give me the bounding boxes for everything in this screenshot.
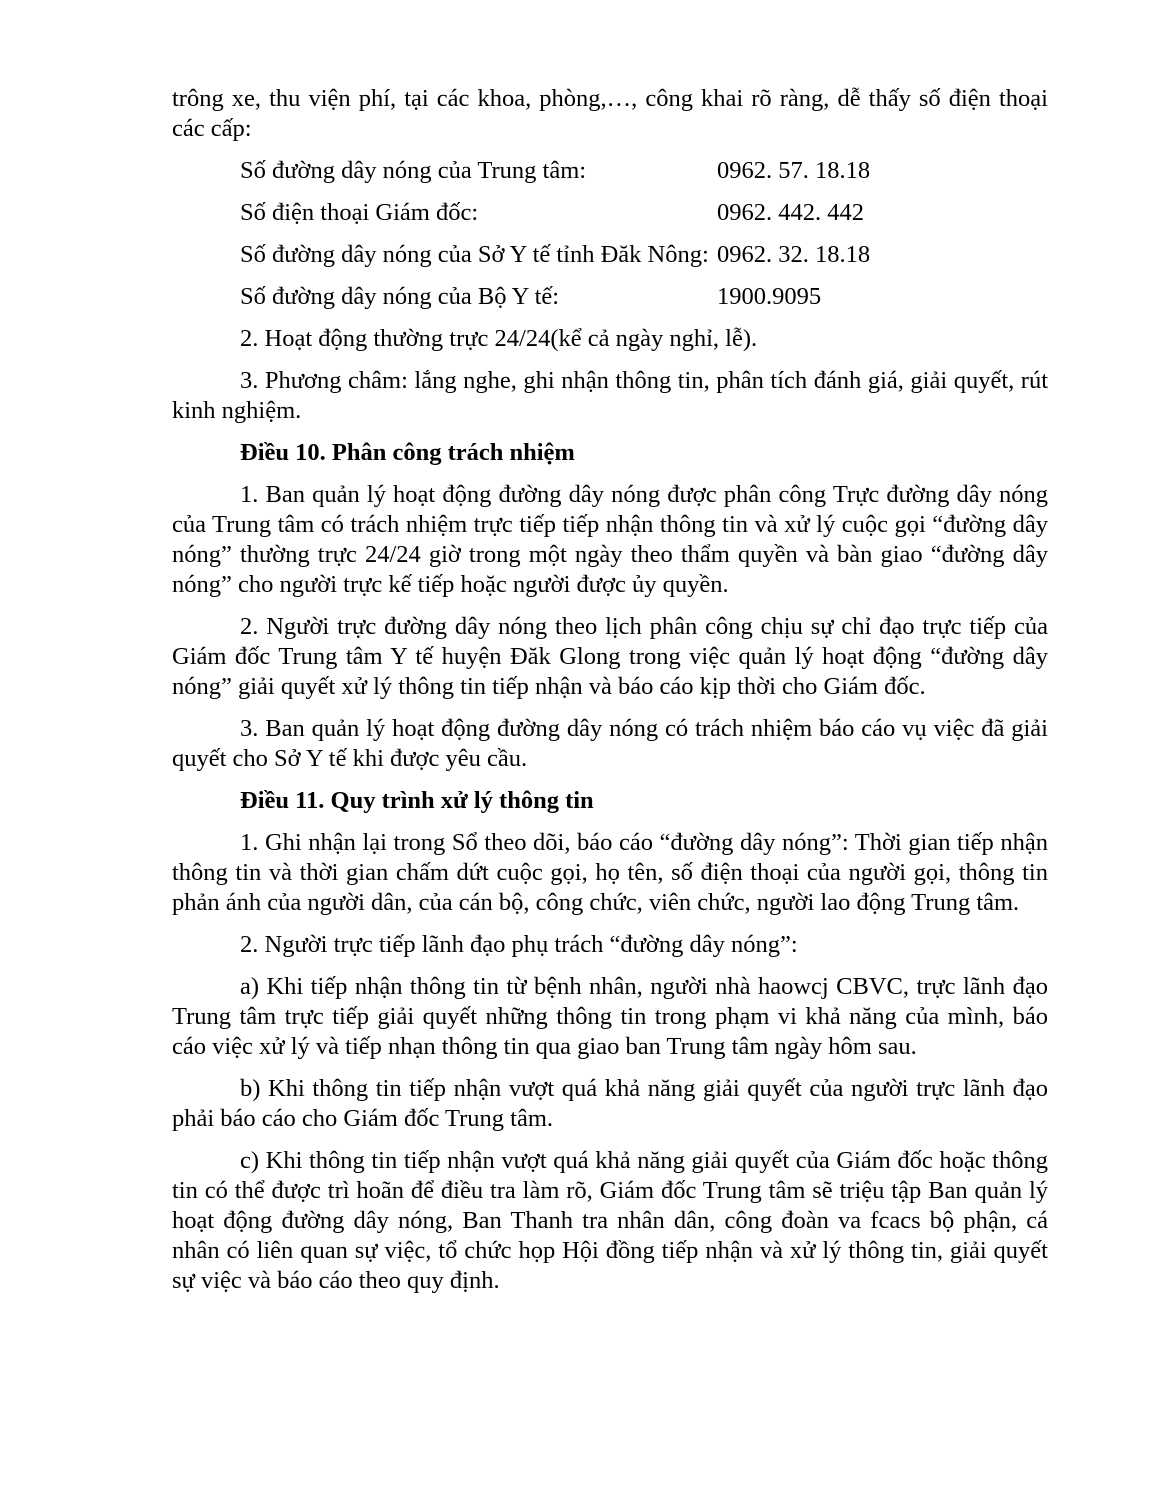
article-11-paragraph-1: 1. Ghi nhận lại trong Sổ theo dõi, báo cáo “đường dây nóng”: Thời gian tiếp nhận thông tin và thời gian chấm dứt cuộc gọi, họ tên, số điện thoại của người gọi, thông tin phản ánh của người dân, của cán bộ, công chức, viên chức, người lao động Trung tâm. <box>172 829 1048 916</box>
phone-row-director <box>172 198 1048 228</box>
article-11-paragraph-b: b) Khi thông tin tiếp nhận vượt quá khả năng giải quyết của người trực lãnh đạo phải báo cáo cho Giám đốc Trung tâm. <box>172 1075 1048 1132</box>
intro-paragraph: trông xe, thu viện phí, tại các khoa, phòng,…, công khai rõ ràng, dễ thấy số điện thoại các cấp: <box>172 85 1048 142</box>
article-10-heading: Điều 10. Phân công trách nhiệm <box>240 439 575 466</box>
phone-label: Số đường dây nóng của Bộ Y tế: <box>240 283 560 310</box>
article-11-heading: Điều 11. Quy trình xử lý thông tin <box>240 787 594 814</box>
item-3-paragraph: 3. Phương châm: lắng nghe, ghi nhận thông tin, phân tích đánh giá, giải quyết, rút kinh nghiệm. <box>172 367 1048 424</box>
phone-list <box>172 156 1048 312</box>
phone-row-department <box>172 240 1048 270</box>
document-page <box>172 84 1048 1308</box>
phone-number: 0962. 57. 18.18 <box>717 157 871 184</box>
article-10-paragraph-1: 1. Ban quản lý hoạt động đường dây nóng được phân công Trực đường dây nóng của Trung tâm có trách nhiệm trực tiếp tiếp nhận thông tin và xử lý cuộc gọi “đường dây nóng” thường trực 24/24 giờ trong một ngày theo thẩm quyền và bàn giao “đường dây nóng” cho người trực kế tiếp hoặc người được ủy quyền. <box>172 481 1048 598</box>
phone-number: 0962. 442. 442 <box>717 199 864 226</box>
article-10-paragraph-3: 3. Ban quản lý hoạt động đường dây nóng có trách nhiệm báo cáo vụ việc đã giải quyết cho Sở Y tế khi được yêu cầu. <box>172 715 1048 772</box>
phone-row-ministry <box>172 282 1048 312</box>
article-11-paragraph-c: c) Khi thông tin tiếp nhận vượt quá khả năng giải quyết của Giám đốc hoặc thông tin có thể được trì hoãn để điều tra làm rõ, Giám đốc Trung tâm sẽ triệu tập Ban quản lý hoạt động đường dây nóng, Ban Thanh tra nhân dân, công đoàn va fcacs bộ phận, cá nhân có liên quan sự việc, tổ chức họp Hội đồng tiếp nhận và xử lý thông tin, giải quyết sự việc và báo cáo theo quy định. <box>172 1147 1048 1294</box>
phone-label: Số đường dây nóng của Trung tâm: <box>240 157 587 184</box>
article-11-paragraph-a: a) Khi tiếp nhận thông tin từ bệnh nhân, người nhà haowcj CBVC, trực lãnh đạo Trung tâm trực tiếp giải quyết những thông tin trong phạm vi khả năng của mình, báo cáo việc xử lý và tiếp nhạn thông tin qua giao ban Trung tâm ngày hôm sau. <box>172 973 1048 1060</box>
article-10-paragraph-2: 2. Người trực đường dây nóng theo lịch phân công chịu sự chỉ đạo trực tiếp của Giám đốc Trung tâm Y tế huyện Đăk Glong trong việc quản lý hoạt động “đường dây nóng” giải quyết xử lý thông tin tiếp nhận và báo cáo kịp thời cho Giám đốc. <box>172 613 1048 700</box>
phone-number: 0962. 32. 18.18 <box>717 241 871 268</box>
article-11-paragraph-2: 2. Người trực tiếp lãnh đạo phụ trách “đường dây nóng”: <box>240 931 798 958</box>
phone-label: Số điện thoại Giám đốc: <box>240 199 479 226</box>
phone-number: 1900.9095 <box>717 283 822 310</box>
phone-label: Số đường dây nóng của Sở Y tế tỉnh Đăk Nông: <box>240 241 709 268</box>
phone-row-center <box>172 156 1048 186</box>
item-2-paragraph: 2. Hoạt động thường trực 24/24(kể cả ngày nghỉ, lễ). <box>240 325 758 352</box>
